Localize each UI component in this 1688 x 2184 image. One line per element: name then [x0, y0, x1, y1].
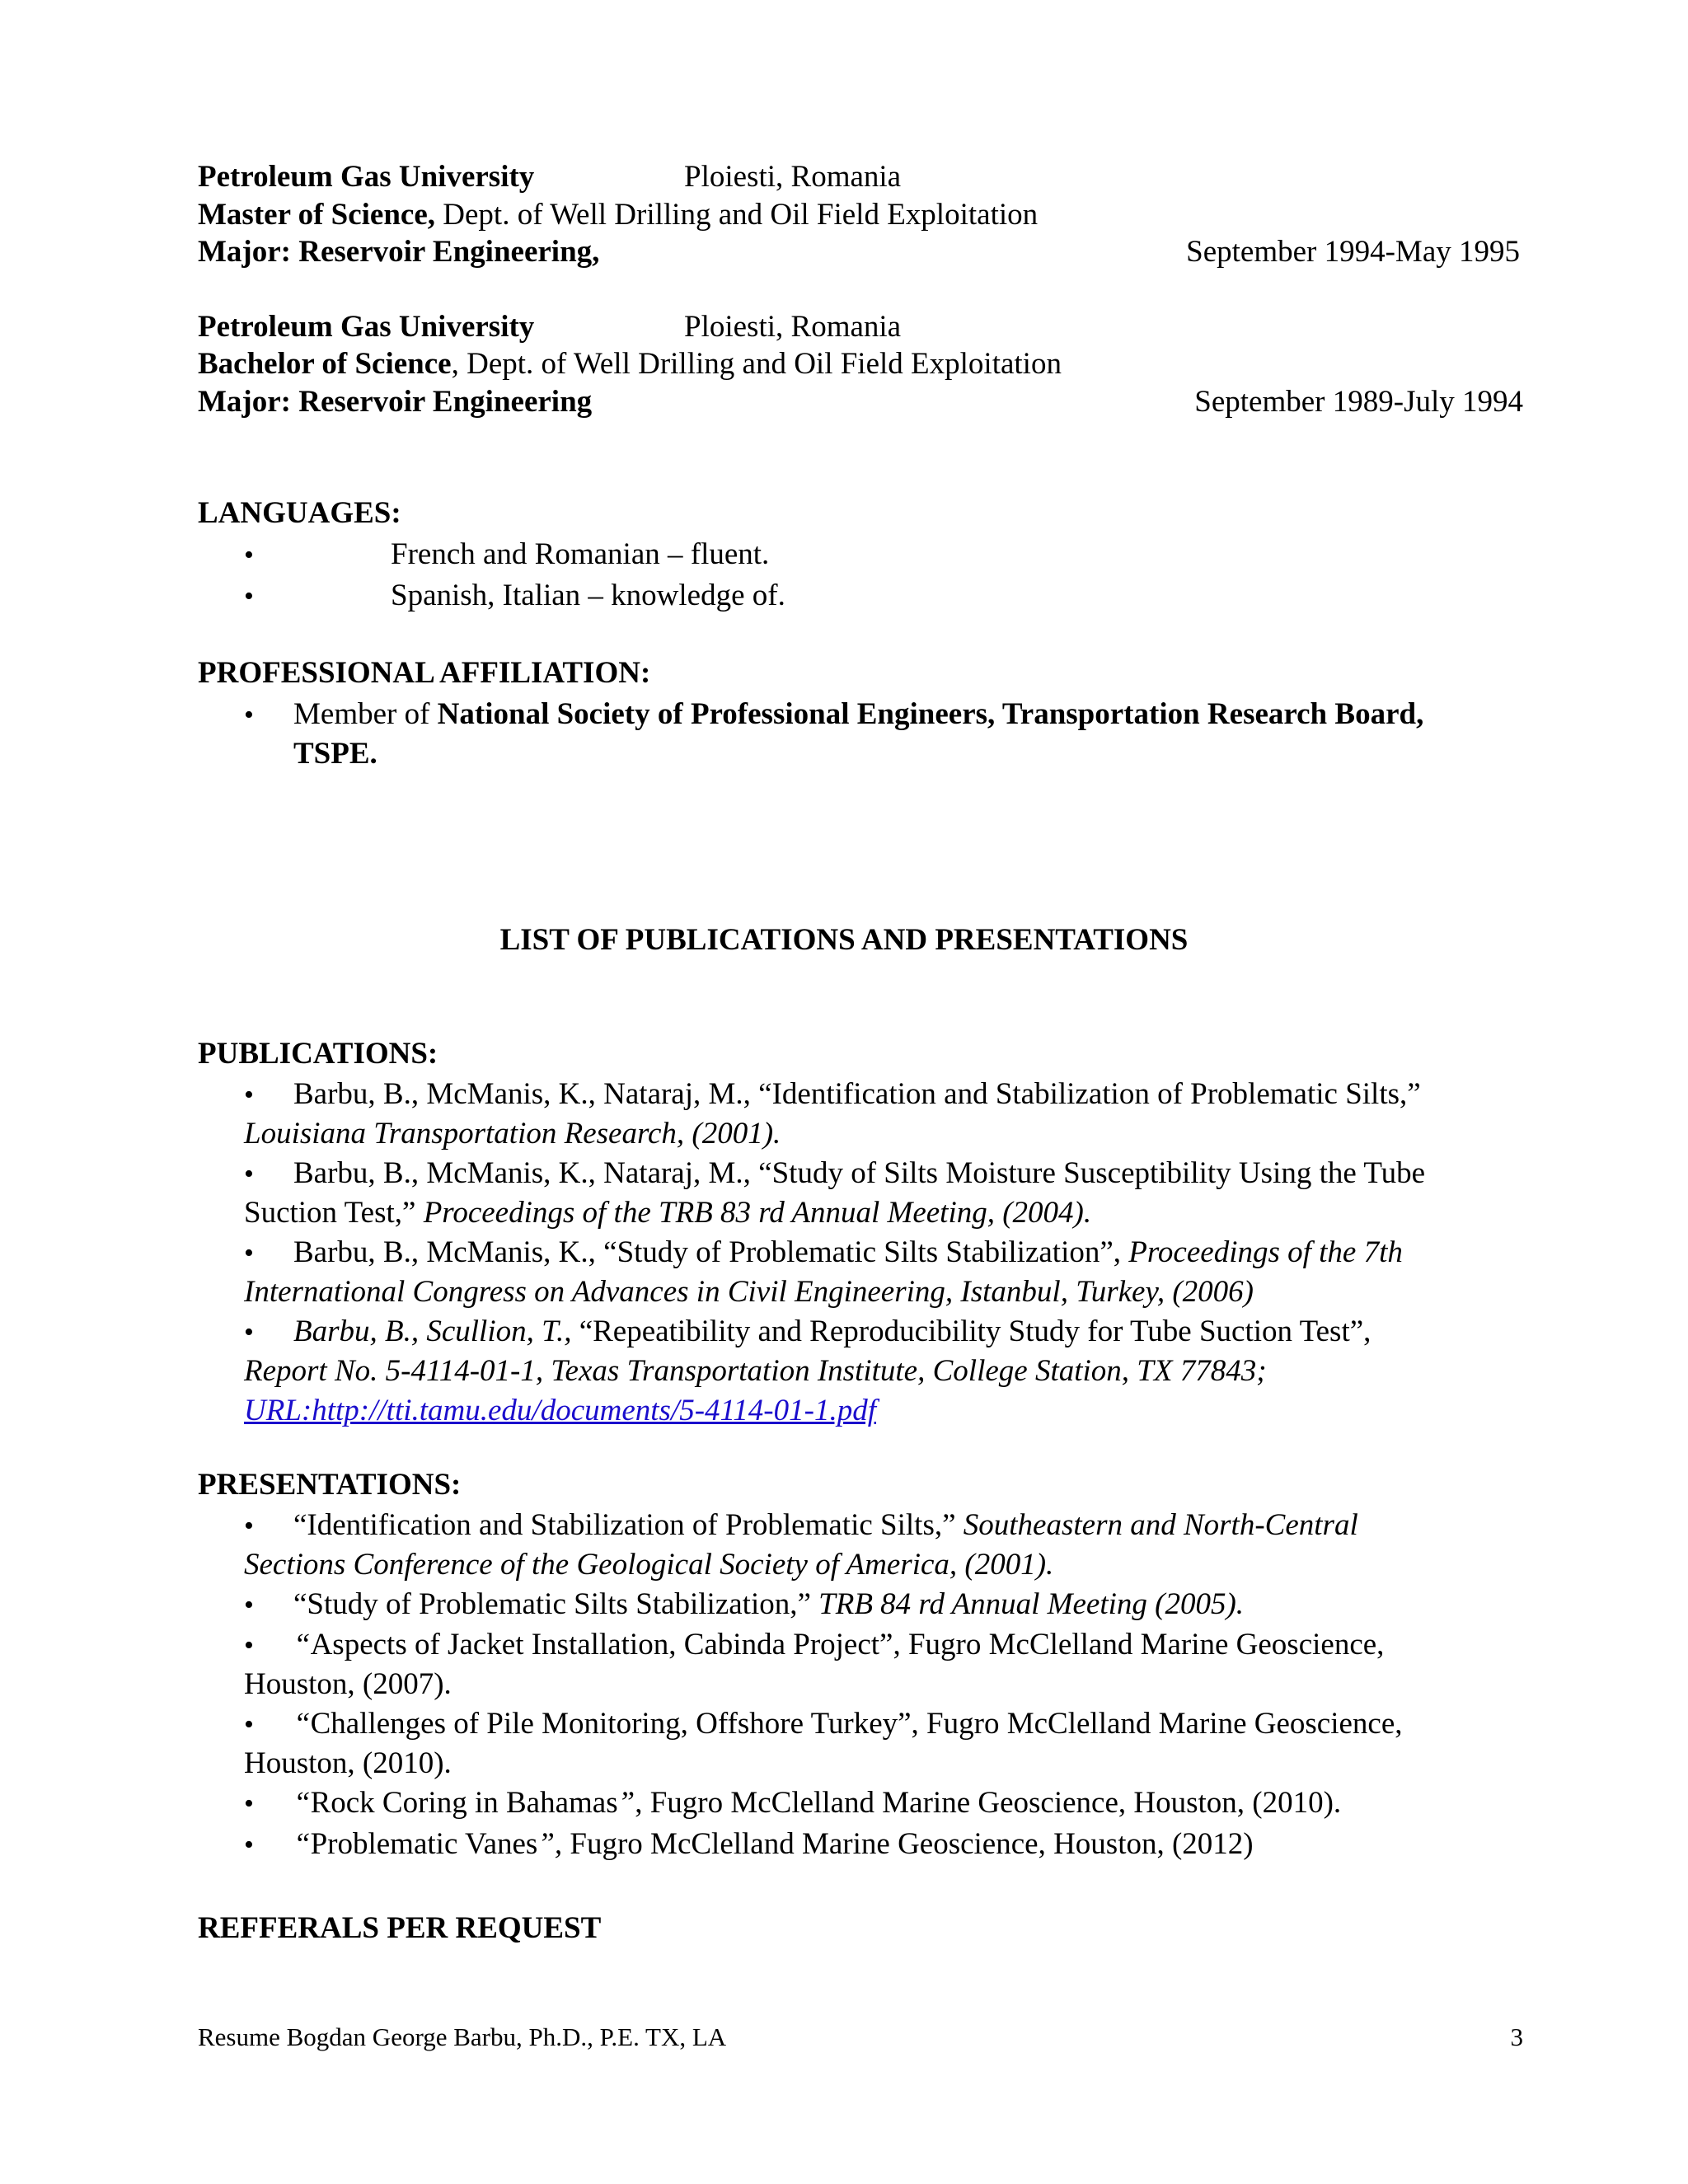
pres6-rest: Fugro McClelland Marine Geoscience, Houston, (2012) [562, 1827, 1254, 1861]
edu1-location: Ploiesti, Romania [684, 160, 902, 194]
affiliation-bullet: • [244, 700, 254, 730]
pres3-line1-plain: Aspects of Jacket Installation, Cabinda Project”, Fugro McClelland Marine Geoscience, [310, 1628, 1385, 1661]
pres6-close-quote: ”, [537, 1827, 563, 1861]
edu1-major: Major: Reservoir Engineering, [198, 235, 600, 269]
presentations-heading: PRESENTATIONS: [198, 1468, 462, 1502]
pres5-close-quote: ” [617, 1786, 635, 1820]
pres4-open-quote: “ [293, 1707, 311, 1741]
edu1-university: Petroleum Gas University [198, 160, 535, 194]
languages-bullet-2: • [244, 581, 254, 612]
edu1-dept: Dept. of Well Drilling and Oil Field Exploitation [435, 198, 1039, 232]
languages-heading: LANGUAGES: [198, 496, 401, 530]
pres3-line1 [293, 1626, 1384, 1664]
edu1-dates: September 1994-May 1995 [1186, 235, 1520, 269]
edu2-university: Petroleum Gas University [198, 310, 535, 344]
publications-list-title: LIST OF PUBLICATIONS AND PRESENTATIONS [499, 923, 1189, 957]
edu2-location: Ploiesti, Romania [684, 310, 902, 344]
pub1-line2: Louisiana Transportation Research, (2001). [244, 1117, 781, 1151]
pub3-line2: International Congress on Advances in Civil Engineering, Istanbul, Turkey, (2006) [244, 1275, 1254, 1309]
pub1-line1: Barbu, B., McManis, K., Nataraj, M., “Identification and Stabilization of Problematic Silts,” [293, 1077, 1421, 1111]
pub3-line1-italic: Proceedings of the 7th [1128, 1235, 1403, 1269]
pub4-line2: Report No. 5-4114-01-1, Texas Transportation Institute, College Station, TX 77843; [244, 1354, 1267, 1388]
languages-item-2: Spanish, Italian – knowledge of. [391, 579, 785, 612]
edu2-major: Major: Reservoir Engineering [198, 385, 593, 419]
languages-bullet-1: • [244, 540, 254, 570]
affiliation-orgs: National Society of Professional Engineers, Transportation Research Board, [437, 697, 1424, 731]
pres1-line1 [293, 1507, 1358, 1544]
pub2-bullet: • [244, 1159, 254, 1189]
pres5-title: Rock Coring in Bahamas [310, 1786, 618, 1820]
pres4-bullet: • [244, 1709, 254, 1740]
affiliation-line1 [293, 696, 1423, 733]
pres2-line1 [293, 1586, 1244, 1624]
pres1-line1-plain: “Identification and Stabilization of Problematic Silts,” [293, 1508, 964, 1542]
pres5-bullet: • [244, 1788, 254, 1819]
affiliation-line2: TSPE. [293, 737, 377, 771]
pres3-open-quote: “ [293, 1628, 311, 1661]
pres6-open-quote: “ [293, 1827, 311, 1861]
pub4-url-link[interactable]: URL:http://tti.tamu.edu/documents/5-4114-01-1.pdf [244, 1394, 876, 1427]
pres1-line1-italic: Southeastern and North-Central [963, 1508, 1358, 1542]
pres3-bullet: • [244, 1630, 254, 1661]
edu2-degree-line [198, 345, 1062, 383]
pres1-bullet: • [244, 1511, 254, 1541]
edu1-degree: Master of Science, [198, 198, 436, 232]
pres5-line1 [293, 1784, 1341, 1822]
pub2-line2 [244, 1194, 1091, 1232]
pres4-line1-plain: Challenges of Pile Monitoring, Offshore Turkey”, Fugro McClelland Marine Geoscience, [310, 1707, 1403, 1741]
edu2-dept: , Dept. of Well Drilling and Oil Field Exploitation [451, 347, 1062, 381]
pub3-line1-plain: Barbu, B., McManis, K., “Study of Problematic Silts Stabilization”, [293, 1235, 1129, 1269]
affiliation-prefix: Member of [293, 697, 438, 731]
edu1-degree-line [198, 196, 1038, 234]
publications-heading: PUBLICATIONS: [198, 1037, 438, 1071]
referrals-heading: REFFERALS PER REQUEST [198, 1911, 602, 1945]
pres2-line1-italic: TRB 84 rd Annual Meeting (2005). [818, 1587, 1245, 1621]
pub4-line1 [293, 1313, 1371, 1351]
affiliation-heading: PROFESSIONAL AFFILIATION: [198, 656, 651, 690]
edu2-dates: September 1989-July 1994 [1194, 385, 1523, 419]
pres4-line1 [293, 1705, 1403, 1743]
pub4-line1-plain: “Repeatibility and Reproducibility Study for Tube Suction Test”, [579, 1315, 1372, 1348]
footer-page-number: 3 [1510, 2022, 1523, 2051]
pres6-title: Problematic Vanes [310, 1827, 538, 1861]
pres5-rest: , Fugro McClelland Marine Geoscience, Houston, (2010). [635, 1786, 1342, 1820]
pub3-bullet: • [244, 1238, 254, 1268]
footer-text: Resume Bogdan George Barbu, Ph.D., P.E. TX, LA [198, 2022, 727, 2051]
edu2-degree: Bachelor of Science [198, 347, 452, 381]
pres3-line2: Houston, (2007). [244, 1667, 452, 1701]
pres1-line2: Sections Conference of the Geological Society of America, (2001). [244, 1548, 1054, 1582]
pres6-line1 [293, 1825, 1254, 1863]
pub4-bullet: • [244, 1317, 254, 1347]
pub2-line1: Barbu, B., McManis, K., Nataraj, M., “Study of Silts Moisture Susceptibility Using the Tube [293, 1156, 1426, 1190]
pub4-line1-italic: Barbu, B., Scullion, T., [293, 1315, 579, 1348]
pres6-bullet: • [244, 1830, 254, 1860]
pub3-line1 [293, 1234, 1403, 1272]
pub2-line2-italic: Proceedings of the TRB 83 rd Annual Meeting, (2004). [423, 1196, 1092, 1230]
pub1-bullet: • [244, 1080, 254, 1110]
pres5-open-quote: “ [293, 1786, 311, 1820]
pres2-bullet: • [244, 1590, 254, 1620]
pres4-line2: Houston, (2010). [244, 1746, 452, 1780]
pres2-line1-plain: “Study of Problematic Silts Stabilization,” [293, 1587, 819, 1621]
pub2-line2-plain: Suction Test,” [244, 1196, 424, 1230]
languages-item-1: French and Romanian – fluent. [391, 537, 770, 571]
